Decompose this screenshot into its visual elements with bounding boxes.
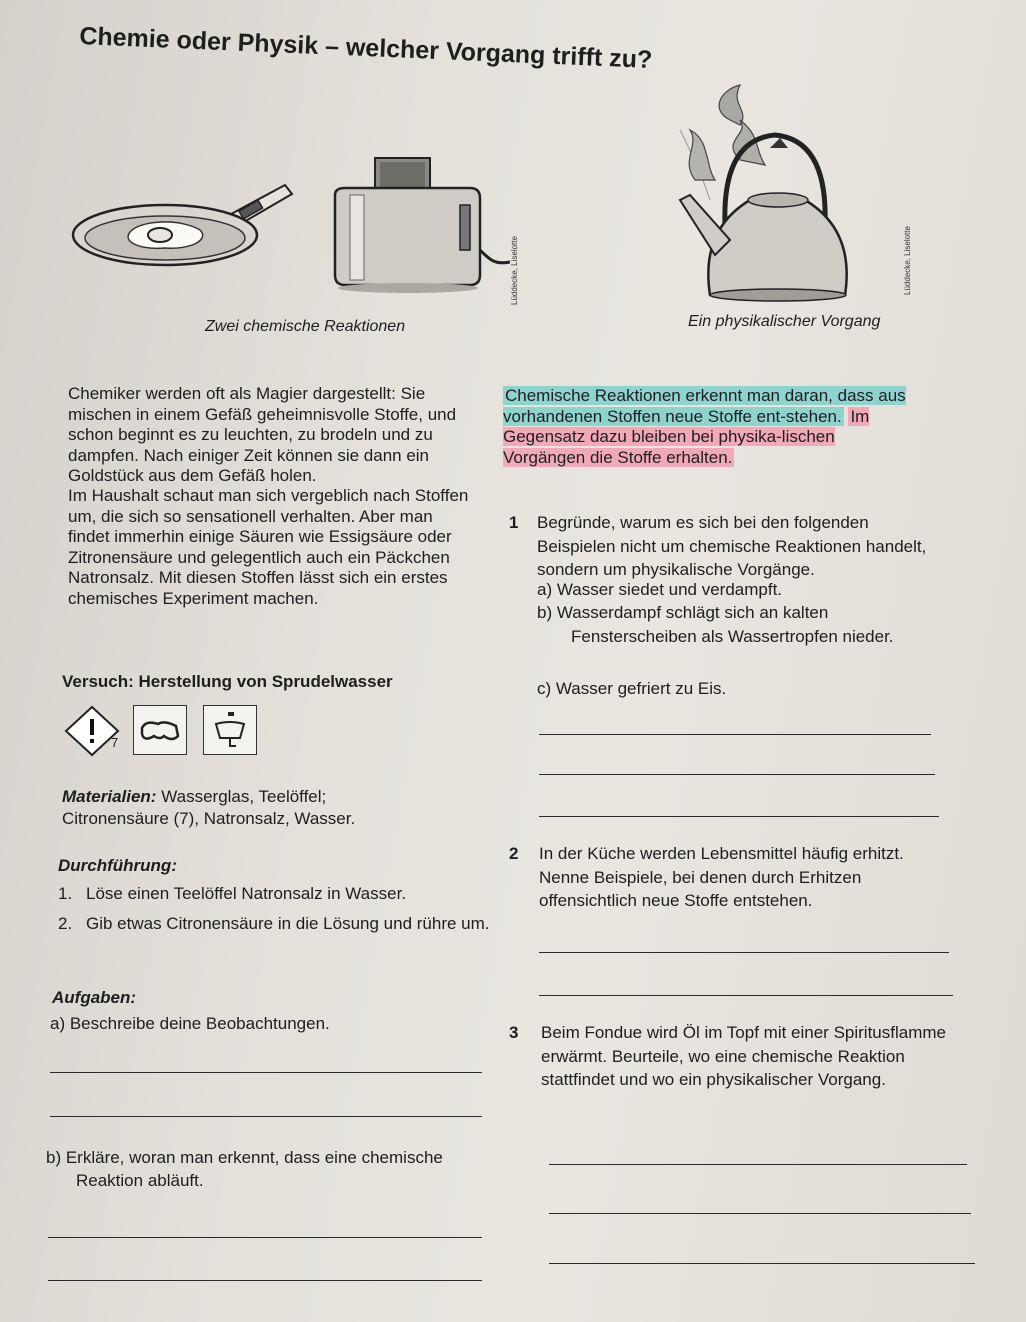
intro-paragraph-2: Im Haushalt schaut man sich vergeblich nach Stoffen um, die sich so sensationell verhalten. Aber man findet immerhin einige Säuren wie Essigsäure oder Zitronensäure und gelegentlich auch ein Päckchen Natronsalz. Mit diesen Stoffen lässt sich ein erstes chemisches Experiment machen. <box>68 486 469 608</box>
question-number: 2 <box>509 844 519 863</box>
question-text: Beim Fondue wird Öl im Topf mit einer Spiritusflamme erwärmt. Beurteile, wo eine chemische Reaktion stattfindet und wo ein physikalischer Vorgang. <box>541 1023 946 1089</box>
materials-text: Wasserglas, Teelöffel; Citronensäure (7), Natronsalz, Wasser. <box>62 787 356 828</box>
answer-line <box>539 995 953 996</box>
procedure-step-1 <box>58 883 478 905</box>
info-box-definition: Chemische Reaktionen erkennt man daran, dass aus vorhandenen Stoffen neue Stoffe ent-stehen. <box>503 386 906 426</box>
caption-chemical: Zwei chemische Reaktionen <box>205 318 406 335</box>
info-box-contrast: Im Gegensatz dazu bleiben bei physika-lischen Vorgängen die Stoffe erhalten. <box>503 406 870 467</box>
frying-pan-illustration <box>70 180 300 290</box>
question-2 <box>509 842 949 913</box>
safety-goggles-icon <box>133 705 187 755</box>
answer-line <box>539 816 939 817</box>
answer-line <box>50 1116 482 1117</box>
page-title: Chemie oder Physik – welcher Vorgang trifft zu? <box>78 22 653 74</box>
image-credit-2: Lüddecke, Liselotte <box>903 226 912 295</box>
answer-line <box>50 1072 482 1073</box>
question-1-item-b: b) Wasserdampf schlägt sich an kalten Fensterscheiben als Wassertropfen nieder. <box>537 603 894 646</box>
sink-disposal-icon <box>203 705 257 755</box>
toaster-illustration <box>320 150 510 295</box>
answer-line <box>549 1164 967 1165</box>
intro-paragraph-1: Chemiker werden oft als Magier dargestellt: Sie mischen in einem Gefäß geheimnisvolle Stoffe, und schon beginnt es zu leuchten, zu brodeln und zu dampfen. Nach einiger Zeit können sie dann ein Goldstück aus dem Gefäß holen. <box>68 384 457 485</box>
question-1-item-c: c) Wasser gefriert zu Eis. <box>537 679 727 698</box>
caption-physical: Ein physikalischer Vorgang <box>688 313 881 330</box>
step-text: Gib etwas Citronensäure in die Lösung und rühre um. <box>86 914 490 933</box>
step-number: 2. <box>58 914 73 933</box>
question-1 <box>509 511 947 582</box>
tasks-heading: Aufgaben: <box>52 988 137 1007</box>
answer-line <box>539 734 931 735</box>
task-b: b) Erkläre, woran man erkennt, dass eine chemische Reaktion abläuft. <box>46 1148 443 1190</box>
answer-line <box>549 1263 975 1264</box>
question-text: In der Küche werden Lebensmittel häufig erhitzt. Nenne Beispiele, bei denen durch Erhitzen offensichtlich neue Stoffe entstehen. <box>539 844 904 910</box>
step-text: Löse einen Teelöffel Natronsalz in Wasser. <box>86 884 407 903</box>
question-text: Begründe, warum es sich bei den folgenden Beispielen nicht um chemische Reaktionen handelt, sondern um physikalische Vorgänge. <box>537 513 927 579</box>
kettle-illustration <box>670 80 900 310</box>
info-box <box>503 386 913 468</box>
task-a: a) Beschreibe deine Beobachtungen. <box>50 1014 330 1033</box>
question-1-item-a: a) Wasser siedet und verdampft. <box>537 580 783 599</box>
question-number: 3 <box>509 1023 519 1042</box>
experiment-heading: Versuch: Herstellung von Sprudelwasser <box>62 672 393 691</box>
hazard-number: 7 <box>111 735 119 750</box>
answer-line <box>48 1280 482 1281</box>
warning-diamond-icon <box>62 705 122 762</box>
materials <box>62 786 422 829</box>
procedure-step-2 <box>58 913 506 935</box>
answer-line <box>539 774 935 775</box>
answer-line <box>48 1237 482 1238</box>
question-3 <box>509 1021 961 1092</box>
image-credit-1: Lüddecke, Liselotte <box>510 236 519 305</box>
answer-line <box>539 952 949 953</box>
step-number: 1. <box>58 884 73 903</box>
materials-label: Materialien: <box>62 787 157 806</box>
question-number: 1 <box>509 513 519 532</box>
procedure-heading: Durchführung: <box>58 856 177 875</box>
answer-line <box>549 1213 971 1214</box>
